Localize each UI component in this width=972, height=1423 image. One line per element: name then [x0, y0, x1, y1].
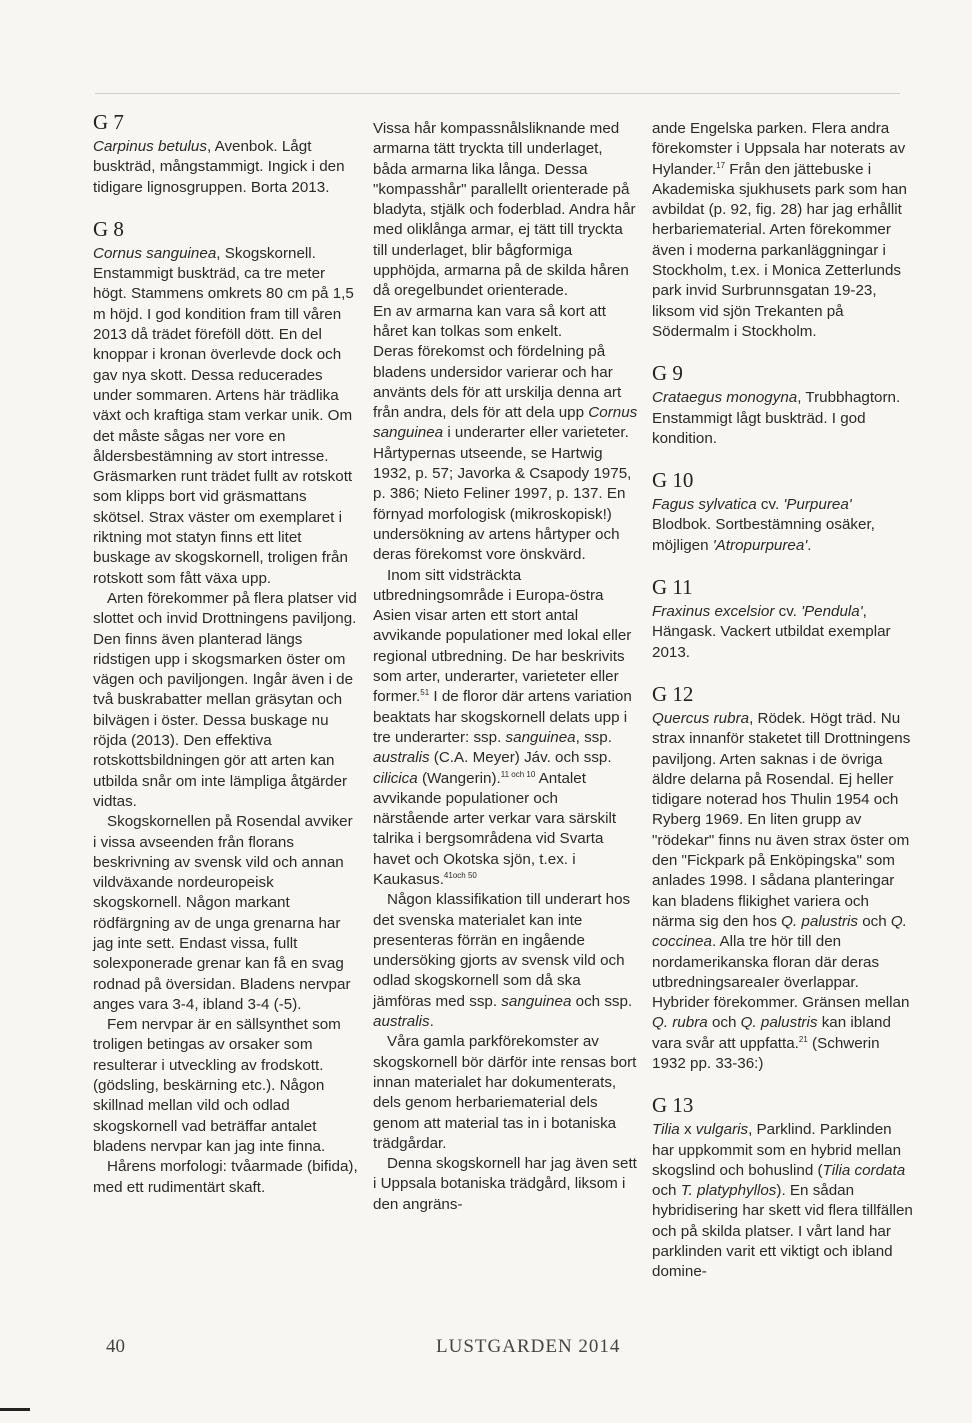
species-name: Q. rubra [652, 1014, 708, 1032]
journal-title: LUSTGARDEN 2014 [436, 1336, 621, 1357]
text: Inom sitt vidsträckta utbredningsområde i Europa-östra Asien visar arten ett stort antal avvikande populationer med lokal eller regional utbredning. De har beskrivits som arter, underarter, varieteter eller former. [373, 566, 632, 706]
text: cv. [774, 603, 802, 621]
paragraph: Vissa hår kompassnålsliknande med armarna tätt tryckta till underlaget, båda armarna lika långa. Dessa "kompasshår" parallellt orienterade på bladyta, stjälk och foderblad. Andra hår med oliklånga armar, ej tätt till tryckta till underlaget, blir bågformiga upphöjda, armarna på de skilda håren då oregelbundet orienterade. [373, 120, 636, 300]
species-name: Quercus rubra [652, 709, 750, 727]
species-name: Carpinus betulus [93, 138, 207, 155]
g8-body: , Skogskornell. Enstammigt buskträd, ca tre meter högt. Stammens omkrets 80 cm på 1,5 m höjd. I god kondition fram till våren 2013 då trädet föreföll dött. En del knoppar i kronan överlevde dock och gav nya skott. Dessa reducerades under sommaren. Artens här trädlika växt och kraftiga stam verkar unik. Om det måste sågas ner vore en åldersbestämning av stort intresse. Gräsmarken runt trädet fullt av rotskott som klipps bort vid gräsmattans skötsel. Strax väster om exemplaret i riktning mot statyn finns ett litet buskage av skogskornell, troligen från rotskott som fått växa upp. [93, 244, 354, 587]
section-heading-g8: G 8 [93, 216, 124, 241]
text: . Alla tre hör till den nordamerikanska floran där deras utbredningsareaIer överlappar. Hybrider förekommer. Gränsen mellan [652, 933, 910, 1012]
paragraph [373, 342, 638, 565]
g13-text [652, 1120, 914, 1282]
species-name: sanguinea [505, 728, 576, 746]
section-heading-g9: G 9 [652, 361, 683, 386]
top-rule [95, 93, 900, 94]
g11-text [652, 602, 914, 663]
page-number: 40 [106, 1336, 125, 1357]
g8-paragraph: Skogskornellen på Rosendal avviker i vissa avseenden från florans beskrivning av svensk vild och annan vildväxande nordeuropeisk skogskornell. Någon markant rödfärgning av de unga grenarna har jag inte sett. Endast vissa, fullt solexponerade grenar kan få en svag rodnad på översidan. Bladens nervpar anges vara 3-4, ibland 3-4 (-5). [93, 813, 353, 1013]
g8-paragraph: Fem nervpar är en sällsynthet som troligen betingas av orsaker som resulterar i utveckling av frodskott. (gödsling, beskärning etc.). Någon skillnad mellan vild och odlad skogskornell vad beträffar antalet bladens nervpar kan jag inte finna. [93, 1016, 341, 1155]
text: , Parklind. Parklinden har uppkommit som en hybrid mellan skogslind och bohuslind ( [652, 1121, 902, 1179]
species-name: Q. coccinea [652, 912, 907, 951]
cultivar-name: 'Atropurpurea' [712, 536, 808, 554]
text: kan ibland vara svår att uppfatta. [652, 1014, 891, 1052]
species-name: Q. palustris [781, 912, 858, 930]
scan-mark [0, 1408, 30, 1411]
species-name: australis [373, 749, 430, 767]
text: och ssp. [571, 992, 633, 1010]
footnote-ref: 51 [420, 688, 430, 698]
species-name: Tilia [652, 1121, 680, 1139]
species-name: Crataegus monogyna [652, 389, 798, 407]
text: Deras förekomst och fördelning på bladens undersidor varierar och har använts dels för att urskilja denna art från andra, dels för att dela upp [373, 343, 622, 422]
species-name: Fagus sylvatica [652, 496, 757, 514]
text: . [429, 1013, 434, 1031]
text: Någon klassifikation till underart hos det svenska materialet kan inte presenteras förrän en ingående undersöking gjorts av svensk vild och odlad skogskornell som då ska jämföras med ssp. [373, 891, 631, 1010]
species-name: Cornus sanguinea [373, 404, 638, 442]
text: , Trubbhagtorn. Enstammigt lågt buskträd. I god kondition. [652, 389, 901, 447]
species-name: vulgaris [695, 1121, 749, 1139]
section-heading-g7: G 7 [93, 110, 124, 134]
text: (C.A. Meyer) Jáv. och ssp. [429, 749, 612, 767]
text: Antalet avvikande populationer och närstående arter verkar vara särskilt talrika i bergsområdena vid Svarta havet och Okotska sjön, t.ex. i Kaukasus. [373, 769, 617, 888]
cultivar-name: 'Purpurea' [783, 496, 852, 514]
species-name: Q. palustris [740, 1014, 818, 1032]
text: och [652, 1182, 681, 1200]
text: I de floror där artens variation beaktats har skogskornell delats upp i tre underarter: ssp. [373, 688, 632, 746]
text: Från den jättebuske i Akademiska sjukhusets park som han avbildat (p. 92, fig. 28) har jag erhållit herbariematerial. Arten förekommer även i moderna parkanläggningar i Stockholm, t.ex. i Monica Zetterlunds park invid Surbrunnsgatan 19-23, liksom vid sjön Trekanten på Södermalm i Stockholm. [652, 160, 907, 340]
text: (Wangerin). [417, 769, 501, 787]
g10-text [652, 495, 914, 556]
paragraph [373, 566, 638, 891]
footnote-ref: 41och 50 [443, 870, 477, 880]
text: x [679, 1121, 696, 1139]
g12-text [652, 709, 914, 1074]
section-heading-g12: G 12 [652, 681, 694, 706]
text: cv. [756, 496, 784, 514]
g7-body: , Avenbok. Lågt buskträd, mångstammigt. Ingick i den tidigare lignosgruppen. Borta 2013. [93, 138, 345, 196]
text: , ssp. [575, 728, 612, 746]
text: , Rödek. Högt träd. Nu strax innanför staketet till Drottningens paviljong. Arten saknas i de övriga äldre delarna på Rosendal. Ej heller tidigare noterad hos Thulin 1954 och Ryberg 1969. En liten grupp av "rödekar" finns nu även strax öster om den "Fickpark på Enköpingska" som anlades 1998. I sådana planteringar kan bladens flikighet variera och närma sig den hos [652, 709, 911, 930]
species-name: sanguinea [501, 992, 572, 1010]
g7-text [93, 137, 358, 198]
paragraph [652, 119, 914, 342]
species-name: cilicica [373, 769, 418, 787]
species-name: australis [373, 1013, 430, 1031]
text: i underarter eller varieteter. Hårtypernas utseende, se Hartwig 1932, p. 57; Javorka & Csapody 1975, p. 386; Nieto Feliner 1997, p. 137. En förnyad morfologisk (mikroskopisk!) undersökning av artens hårtyper och deras förekomst vore önskvärd. [373, 424, 632, 564]
text: . [807, 536, 812, 554]
text: och [857, 912, 891, 930]
paragraph: En av armarna kan vara så kort att håret kan tolkas som enkelt. [373, 302, 606, 340]
text: (Schwerin 1932 pp. 33-36:) [652, 1034, 880, 1072]
paragraph [373, 890, 638, 1032]
g8-paragraph [93, 244, 358, 589]
paragraph: Denna skogskornell har jag även sett i Uppsala botaniska trädgård, liksom i den angräns- [373, 1155, 637, 1213]
g8-paragraph: Hårens morfologi: tvåarmade (bifida), med ett rudimentärt skaft. [93, 1158, 358, 1196]
section-heading-g13: G 13 [652, 1093, 694, 1118]
footnote-ref: 21 [798, 1034, 808, 1044]
text: , Hängask. Vackert utbildat exemplar 2013. [652, 603, 891, 661]
text: ande Engelska parken. Flera andra förekomster i Uppsala har noterats av Hylander. [652, 120, 906, 178]
species-name: Fraxinus excelsior [652, 603, 775, 621]
text: ). En sådan hybridisering har skett vid flera tillfällen och på skilda platser. I vårt land har parklinden varit ett viktigt och ibland domine- [652, 1182, 913, 1281]
column-2 [373, 105, 638, 1215]
text: och [707, 1014, 741, 1032]
g9-text [652, 388, 914, 449]
footnote-ref: 17 [716, 160, 726, 170]
text: Blodbok. Sortbestämning osäker, möjligen [652, 516, 875, 554]
species-name: Tilia cordata [822, 1161, 906, 1179]
cultivar-name: 'Pendula' [801, 603, 863, 621]
column-3 [652, 105, 914, 1283]
section-heading-g10: G 10 [652, 468, 694, 493]
paragraph: Våra gamla parkförekomster av skogskornell bör därför inte rensas bort innan materialet har dokumenterats, dels genom herbariematerial dels genom att material tas in i botaniska trädgårdar. [373, 1033, 637, 1152]
g8-paragraph: Arten förekommer på flera platser vid slottet och invid Drottningens paviljong. Den finns även planterad längs ridstigen upp i skogsmarken öster om vägen och paviljongen. Ingår även i de två buskrabatter mellan gräsytan och bilvägen i öster. Dessa buskage nu röjda (2013). Den effektiva rotskottsbildningen gör att arten kan utbilda snår om inte lämpliga åtgärder vidtas. [93, 589, 357, 810]
column-1 [93, 105, 358, 1198]
section-heading-g11: G 11 [652, 575, 693, 600]
species-name: Cornus sanguinea [93, 244, 217, 262]
footnote-ref: 11 och 10 [500, 769, 536, 779]
species-name: T. platyphyllos [680, 1182, 777, 1200]
